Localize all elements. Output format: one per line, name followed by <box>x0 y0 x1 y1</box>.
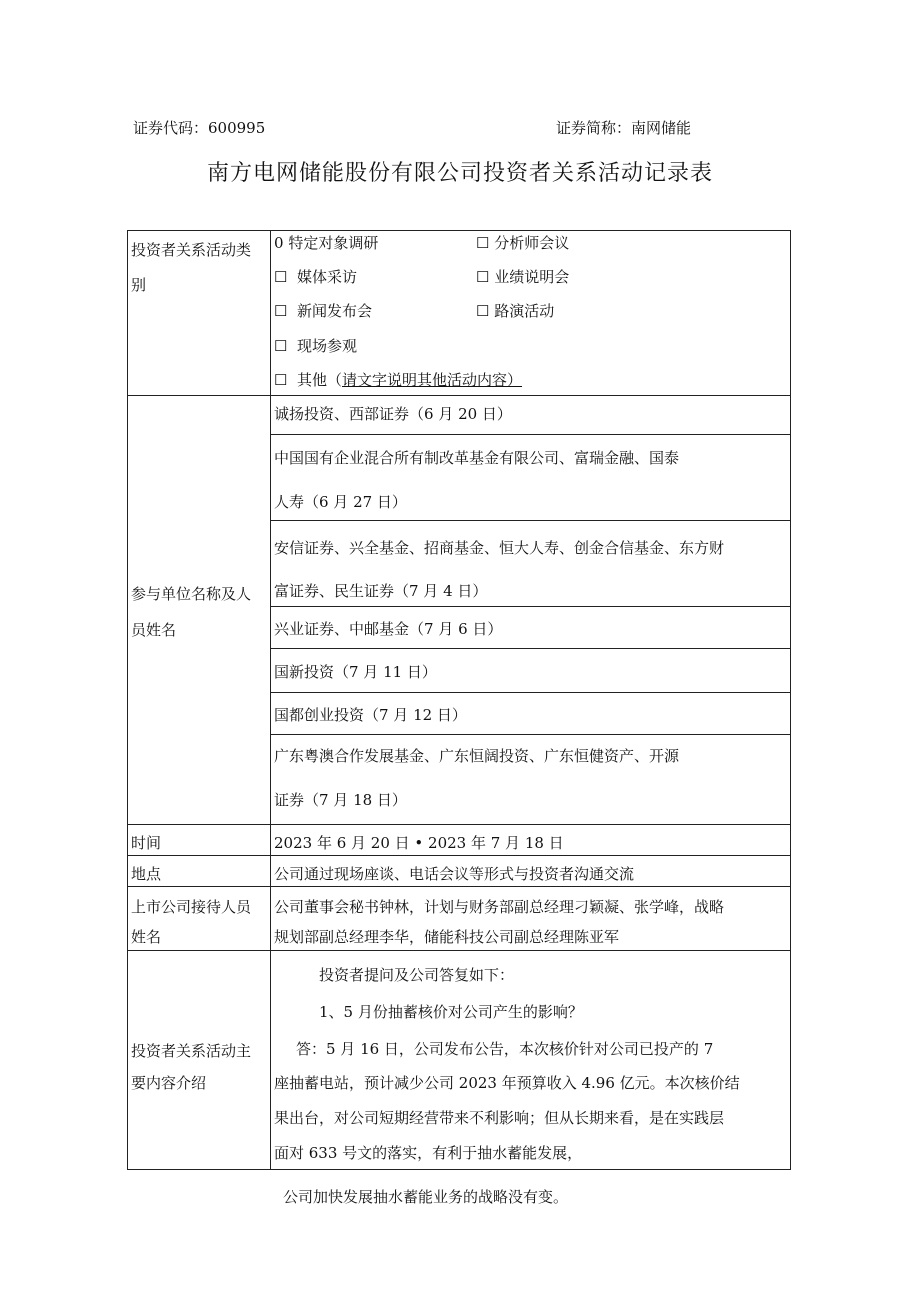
row-divider-p3 <box>270 606 791 607</box>
checkbox-mark: 0 <box>274 234 284 252</box>
time-value: 2023 年 6 月 20 日 • 2023 年 7 月 18 日 <box>274 834 564 852</box>
row-divider-participants <box>127 824 791 825</box>
option-media-interview <box>274 267 357 287</box>
participant-row-2-line-2: 人寿（6 月 27 日） <box>274 493 407 511</box>
content-label-1: 投资者关系活动主 <box>131 1042 252 1060</box>
option-label: 现场参观 <box>297 337 358 355</box>
option-label: 业绩说明会 <box>494 268 570 286</box>
content-question-1: 1、5 月份抽蓄核价对公司产生的影响？ <box>319 1003 583 1021</box>
other-fill-in: 请文字说明其他活动内容） <box>342 371 523 389</box>
content-answer-line-3: 果出台，对公司短期经营带来不利影响；但从长期来看，是在实践层 <box>274 1109 725 1127</box>
table-border-right <box>790 230 791 1170</box>
row-divider-location <box>127 886 791 887</box>
table-border-top <box>127 230 791 231</box>
option-site-research <box>274 233 378 253</box>
row-divider-reception <box>127 950 791 951</box>
content-answer-line-4: 面对 633 号文的落实，有利于抽水蓄能发展， <box>274 1144 583 1162</box>
option-label: 新闻发布会 <box>297 302 373 320</box>
participant-row-1: 诚扬投资、西部证券（6 月 20 日） <box>274 405 512 423</box>
table-border-bottom <box>127 1169 791 1170</box>
participant-row-3-line-1: 安信证券、兴全基金、招商基金、恒大人寿、创金合信基金、东方财 <box>274 539 725 557</box>
reception-label-1: 上市公司接待人员 <box>131 898 252 916</box>
location-value: 公司通过现场座谈、电话会议等形式与投资者沟通交流 <box>274 865 635 883</box>
row-divider-p5 <box>270 692 791 693</box>
row-divider-time <box>127 855 791 856</box>
content-answer-line-1: 答：5 月 16 日，公司发布公告，本次核价针对公司已投产的 7 <box>296 1040 714 1058</box>
content-intro: 投资者提问及公司答复如下： <box>319 966 515 984</box>
reception-label-2: 姓名 <box>131 928 162 946</box>
checkbox-mark: ☐ <box>476 302 490 320</box>
participants-label-2: 员姓名 <box>131 621 177 639</box>
option-label: 路演活动 <box>494 302 555 320</box>
content-label-2: 要内容介绍 <box>131 1074 207 1092</box>
checkbox-mark: ☐ <box>476 234 490 252</box>
option-label: 其他（ <box>297 371 343 389</box>
checkbox-mark: ☐ <box>274 268 288 286</box>
activity-type-label-1: 投资者关系活动类 <box>131 241 252 259</box>
option-label: 特定对象调研 <box>288 234 379 252</box>
checkbox-mark: ☐ <box>476 268 490 286</box>
document-title: 南方电网储能股份有限公司投资者关系活动记录表 <box>206 161 713 186</box>
location-label: 地点 <box>131 865 162 883</box>
option-label: 分析师会议 <box>494 234 570 252</box>
option-roadshow <box>476 301 554 321</box>
participant-row-3-line-2: 富证券、民生证券（7 月 4 日） <box>274 582 488 600</box>
record-table <box>127 230 791 1170</box>
row-divider-p2 <box>270 520 791 521</box>
participant-row-7-line-2: 证券（7 月 18 日） <box>274 791 407 809</box>
option-label: 媒体采访 <box>297 268 358 286</box>
option-results-briefing <box>476 267 569 287</box>
table-border-left <box>127 230 128 1170</box>
checkbox-mark: ☐ <box>274 302 288 320</box>
participant-row-7-line-1: 广东粤澳合作发展基金、广东恒阔投资、广东恒健资产、开源 <box>274 747 680 765</box>
participant-row-4: 兴业证券、中邮基金（7 月 6 日） <box>274 620 503 638</box>
row-divider-p4 <box>270 648 791 649</box>
continuation-line: 公司加快发展抽水蓄能业务的战略没有变。 <box>283 1188 569 1206</box>
option-press-conference <box>274 301 372 321</box>
row-divider-p6 <box>270 734 791 735</box>
row-divider-p1 <box>270 434 791 435</box>
stock-abbreviation: 证券简称：南网储能 <box>556 119 692 137</box>
participant-row-2-line-1: 中国国有企业混合所有制改革基金有限公司、富瑞金融、国泰 <box>274 449 680 467</box>
checkbox-mark: ☐ <box>274 337 288 355</box>
reception-line-2: 规划部副总经理李华，储能科技公司副总经理陈亚军 <box>274 928 620 946</box>
checkbox-mark: ☐ <box>274 371 288 389</box>
time-label: 时间 <box>131 834 162 852</box>
reception-line-1: 公司董事会秘书钟林，计划与财务部副总经理刁颖凝、张学峰，战略 <box>274 898 725 916</box>
participants-label-1: 参与单位名称及人 <box>131 585 252 603</box>
option-other <box>274 370 522 390</box>
participant-row-6: 国都创业投资（7 月 12 日） <box>274 706 467 724</box>
column-divider <box>270 230 271 1170</box>
participant-row-5: 国新投资（7 月 11 日） <box>274 663 437 681</box>
option-site-visit <box>274 336 357 356</box>
stock-code: 证券代码：600995 <box>133 119 266 137</box>
content-answer-line-2: 座抽蓄电站，预计减少公司 2023 年预算收入 4.96 亿元。本次核价结 <box>274 1074 740 1092</box>
option-analyst-meeting <box>476 233 569 253</box>
row-divider-activity <box>127 395 791 396</box>
activity-type-label-2: 别 <box>131 276 147 294</box>
